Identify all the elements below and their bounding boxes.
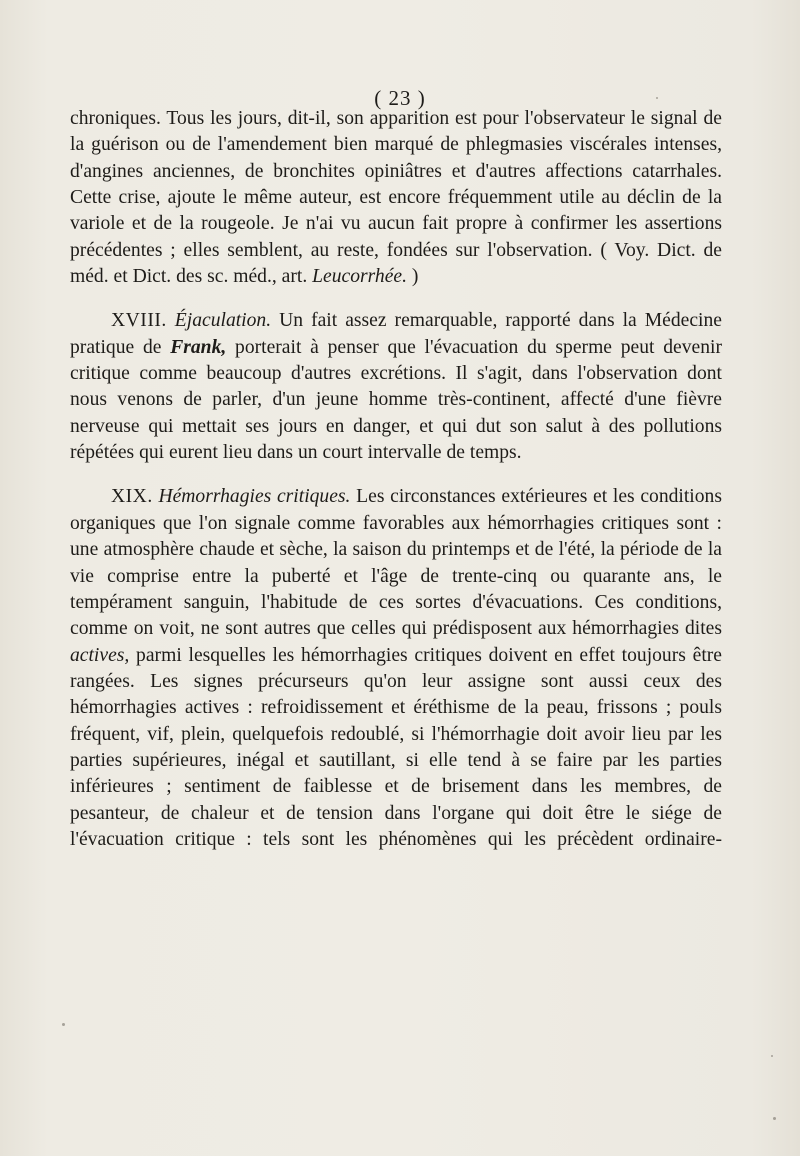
paper-speck bbox=[773, 1117, 776, 1120]
section-text-before: Les circonstances extérieures et les conditions organiques que l'on signale comme favorables aux hémorrhagies critiques sont : une atmosphère chaude et sèche, la saison du printemps et de l'été, la période de la vie comprise entre la puberté et l'âge de trente-cinq ou quarante ans, le tempérament sanguin, l'habitude de ces sortes d'évacuations. Ces conditions, comme on voit, ne sont autres que celles qui prédisposent aux hémorrhagies dites bbox=[70, 486, 722, 640]
section-xix bbox=[70, 484, 722, 853]
section-title: Éjaculation. bbox=[174, 310, 272, 332]
page-number: ( 23 ) bbox=[374, 86, 426, 110]
paragraph-text: chroniques. Tous les jours, dit-il, son apparition est pour l'observateur le signal de la guérison ou de l'amendement bien marqué de phlegmasies viscérales intenses, d'angines anciennes, de bronchites opiniâtres et d'autres affections catarrhales. Cette crise, ajoute le même auteur, est encore fréquemment utile au déclin de la variole et de la rougeole. Je n'ai vu aucun fait propre à confirmer les assertions précédentes ; elles semblent, au reste, fondées sur l'observation. ( Voy. Dict. de méd. et Dict. des sc. méd., art. bbox=[70, 108, 722, 288]
paper-speck bbox=[62, 1023, 65, 1026]
paragraph-continuation bbox=[70, 106, 722, 290]
author-name: Frank, bbox=[170, 336, 227, 358]
paper-speck bbox=[656, 97, 658, 99]
section-text-after: parmi lesquelles les hémorrhagies critiques doivent en effet toujours être rangées. Les signes précurseurs qu'on leur assigne sont aussi ceux des hémorrhagies actives : refroidissement et éréthisme de la peau, frissons ; pouls fréquent, vif, plein, quelquefois redoublé, si l'hémorrhagie doit avoir lieu par les parties supérieures, inégal et sautillant, si elle tend à se faire par les parties inférieures ; sentiment de faiblesse et de brisement dans les membres, de pesanteur, de chaleur et de tension dans l'organe qui doit être le siége de l'évacuation critique : tels sont les phénomènes qui les précèdent ordinaire- bbox=[70, 644, 722, 850]
section-number: XIX. bbox=[111, 486, 153, 508]
section-text-after: porterait à penser que l'évacuation du sperme peut devenir critique comme beaucoup d'autres excrétions. Il s'agit, dans l'observation dont nous venons de parler, d'un jeune homme très-continent, affecté d'une fièvre nerveuse qui mettait ses jours en danger, et qui dut son salut à des pollutions répétées qui eurent lieu dans un court intervalle de temps. bbox=[70, 336, 722, 464]
section-text-before: Un fait assez remarquable, rapporté dans la Médecine pratique de bbox=[70, 310, 722, 358]
italic-term: actives, bbox=[70, 644, 130, 666]
section-number: XVIII. bbox=[111, 310, 167, 332]
paper-speck bbox=[771, 1055, 773, 1057]
body-text bbox=[70, 106, 722, 853]
section-xviii bbox=[70, 308, 722, 466]
italic-term: Leucorrhée. bbox=[312, 266, 408, 288]
section-title: Hémorrhagies critiques. bbox=[158, 486, 351, 508]
paragraph-end: ) bbox=[407, 266, 419, 288]
